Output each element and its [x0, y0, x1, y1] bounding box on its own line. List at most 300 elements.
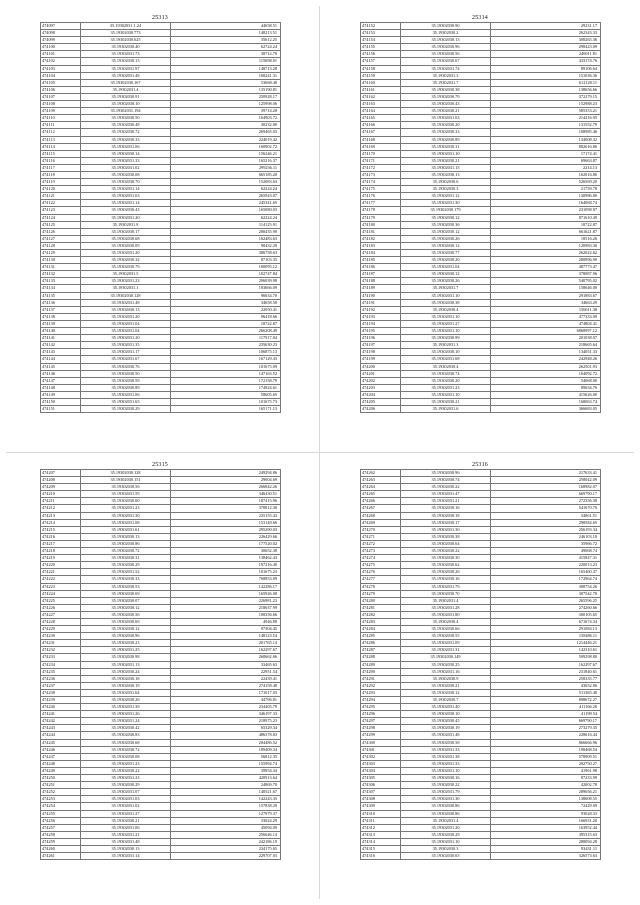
record-id-cell: 474240	[41, 704, 81, 711]
coordinate-cell: 35.19302031.20	[81, 214, 171, 221]
record-id-cell: 474226	[41, 604, 81, 611]
coordinate-cell: 35.19302030.07	[81, 597, 171, 604]
record-id-cell: 474197	[361, 342, 401, 349]
coordinate-cell: 35.19302030.86	[81, 540, 171, 547]
record-id-cell: 474147	[41, 377, 81, 384]
value-cell: 108356.66	[171, 611, 281, 618]
record-id-cell: 474149	[41, 391, 81, 398]
record-id-cell: 474305	[361, 775, 401, 782]
coordinate-cell: 35.19302031.08	[81, 519, 171, 526]
record-id-cell: 474124	[41, 214, 81, 221]
value-cell: 18722.87	[491, 221, 601, 228]
coordinate-cell: 35.19302031.64	[81, 689, 171, 696]
coordinate-cell: 35.19302030.30	[401, 555, 491, 562]
table-row	[41, 569, 281, 576]
record-id-cell: 474300	[361, 739, 401, 746]
record-id-cell: 474108	[41, 101, 81, 108]
coordinate-cell: 35.19302030.179	[401, 207, 491, 214]
value-cell: 300105.65	[491, 611, 601, 618]
table-row	[41, 356, 281, 363]
record-id-cell: 474211	[41, 498, 81, 505]
table-row	[361, 129, 601, 136]
record-id-cell: 474316	[361, 853, 401, 860]
table-row	[361, 356, 601, 363]
value-cell: 245341.65	[171, 200, 281, 207]
coordinate-cell: 35.19302031.48	[81, 299, 171, 306]
table-row	[41, 306, 281, 313]
table-row	[361, 306, 601, 313]
value-cell: 174924.61	[171, 384, 281, 391]
value-cell: 162016.86	[491, 171, 601, 178]
record-id-cell: 474131	[41, 264, 81, 271]
value-cell: 296039.98	[171, 278, 281, 285]
value-cell: 38712.78	[171, 51, 281, 58]
coordinate-cell: 35.19302031.10	[401, 292, 491, 299]
record-id-cell: 474314	[361, 838, 401, 845]
record-id-cell: 474231	[41, 640, 81, 647]
record-id-cell: 474166	[361, 122, 401, 129]
coordinate-cell: 35.19302030.66	[401, 626, 491, 633]
record-id-cell: 474126	[41, 228, 81, 235]
value-cell: 160902.72	[171, 143, 281, 150]
record-id-cell: 474271	[361, 533, 401, 540]
table-row	[41, 732, 281, 739]
value-cell: 87103.35	[171, 257, 281, 264]
table-row	[361, 661, 601, 668]
coordinate-cell: 35.19302030.9	[401, 675, 491, 682]
table-row	[361, 342, 601, 349]
value-cell: 291084.13	[491, 626, 601, 633]
coordinate-cell: 35.19302030.50	[81, 115, 171, 122]
table-row	[361, 711, 601, 718]
record-id-cell: 474274	[361, 555, 401, 562]
table-row	[361, 526, 601, 533]
table-row	[41, 342, 281, 349]
value-cell: 165926.08	[171, 590, 281, 597]
table-row	[361, 831, 601, 838]
table-row	[41, 179, 281, 186]
table-row	[361, 328, 601, 335]
coordinate-cell: 35.19302030.56	[401, 51, 491, 58]
record-id-cell: 474296	[361, 711, 401, 718]
coordinate-cell: 35.19302031.194	[81, 108, 171, 115]
coordinate-cell: 35.19302031.63	[401, 115, 491, 122]
coordinate-cell: 35.19302031.38	[401, 753, 491, 760]
table-row	[41, 72, 281, 79]
record-id-cell: 474220	[41, 562, 81, 569]
value-cell: 43652.86	[491, 682, 601, 689]
record-id-cell: 474120	[41, 186, 81, 193]
table-row	[41, 491, 281, 498]
coordinate-cell: 35.19302030.24	[81, 668, 171, 675]
coordinate-cell: 35.19302030.70	[401, 590, 491, 597]
table-row	[361, 555, 601, 562]
value-cell: 346430.51	[171, 491, 281, 498]
record-id-cell: 474269	[361, 519, 401, 526]
coordinate-cell: 35.19302031.48	[401, 732, 491, 739]
value-cell: 266842.26	[171, 484, 281, 491]
value-cell: 197216.40	[171, 562, 281, 569]
table-row	[361, 796, 601, 803]
table-row	[361, 363, 601, 370]
coordinate-cell: 35.19302031.33	[401, 746, 491, 753]
coordinate-cell: 35.19302030.19	[401, 725, 491, 732]
coordinate-cell: 35.19302030.72	[81, 746, 171, 753]
data-table	[360, 469, 601, 860]
coordinate-cell: 35.19302031.06	[81, 143, 171, 150]
table-row	[41, 328, 281, 335]
value-cell: 100095.12	[171, 264, 281, 271]
table-row	[361, 72, 601, 79]
table-row	[361, 398, 601, 405]
value-cell: 101675.23	[171, 569, 281, 576]
coordinate-cell: 35.19302030.74	[401, 477, 491, 484]
value-cell: 370812.30	[171, 505, 281, 512]
coordinate-cell: 35.19302030.60	[81, 498, 171, 505]
table-row	[41, 221, 281, 228]
value-cell: 163952.44	[491, 824, 601, 831]
coordinate-cell: 35.19302030.38	[401, 86, 491, 93]
value-cell: 289656.21	[491, 789, 601, 796]
record-id-cell: 474266	[361, 498, 401, 505]
table-row	[41, 101, 281, 108]
value-cell: 58605.65	[171, 391, 281, 398]
table-row	[41, 604, 281, 611]
table-row	[41, 30, 281, 37]
value-cell: 378087.96	[491, 271, 601, 278]
table-title: 25316	[472, 462, 488, 468]
record-id-cell: 474115	[41, 150, 81, 157]
table-row	[361, 44, 601, 51]
value-cell: 201038.07	[491, 335, 601, 342]
record-id-cell: 474308	[361, 796, 401, 803]
record-id-cell: 474184	[361, 250, 401, 257]
value-cell: 162483.63	[171, 235, 281, 242]
table-row	[361, 689, 601, 696]
value-cell: 6868997.12	[491, 328, 601, 335]
record-id-cell: 474099	[41, 37, 81, 44]
record-id-cell: 474155	[361, 44, 401, 51]
table-row	[361, 725, 601, 732]
record-id-cell: 474292	[361, 682, 401, 689]
record-id-cell: 474180	[361, 221, 401, 228]
table-row	[361, 647, 601, 654]
value-cell: 134008.32	[491, 136, 601, 143]
value-cell: 415847.31	[491, 555, 601, 562]
table-row	[41, 668, 281, 675]
value-cell: 214216.95	[491, 115, 601, 122]
record-id-cell: 474170	[361, 150, 401, 157]
coordinate-cell: 35.19302031.74	[401, 65, 491, 72]
coordinate-cell: 35.19302031.21	[81, 831, 171, 838]
value-cell: 486378.83	[171, 732, 281, 739]
value-cell: 308265.36	[491, 37, 601, 44]
table-row	[361, 108, 601, 115]
table-row	[41, 831, 281, 838]
coordinate-cell: 35.19302030.13	[401, 171, 491, 178]
table-row	[41, 611, 281, 618]
data-table	[360, 22, 601, 413]
record-id-cell: 474290	[361, 668, 401, 675]
table-title: 25314	[472, 15, 488, 21]
value-cell: 34861.51	[491, 512, 601, 519]
value-cell: 234405.79	[171, 704, 281, 711]
table-row	[41, 526, 281, 533]
value-cell: 540795.02	[491, 278, 601, 285]
record-id-cell: 474236	[41, 675, 81, 682]
value-cell: 274260.66	[491, 604, 601, 611]
record-id-cell: 474117	[41, 164, 81, 171]
record-id-cell: 474168	[361, 136, 401, 143]
coordinate-cell: 35.19302030.32	[81, 257, 171, 264]
table-row	[41, 767, 281, 774]
value-cell: 171017.03	[171, 689, 281, 696]
table-panel-bottom-right	[360, 461, 600, 860]
record-id-cell: 474102	[41, 58, 81, 65]
table-row	[41, 782, 281, 789]
value-cell: 39714.28	[171, 108, 281, 115]
value-cell: 115698.01	[171, 58, 281, 65]
coordinate-cell: 35.19302030.13	[81, 533, 171, 540]
coordinate-cell: 35.19302030.22	[81, 767, 171, 774]
coordinate-cell: 35.19302031.33	[401, 760, 491, 767]
value-cell: 106875.13	[171, 349, 281, 356]
value-cell: 157838.29	[171, 803, 281, 810]
value-cell: 65329.34	[171, 725, 281, 732]
table-row	[41, 398, 281, 405]
record-id-cell: 474128	[41, 242, 81, 249]
record-id-cell: 474229	[41, 626, 81, 633]
coordinate-cell: 35.19302030.12	[401, 271, 491, 278]
coordinate-cell: 35.19302030.625	[81, 37, 171, 44]
coordinate-cell: 35.19302030.58	[401, 739, 491, 746]
value-cell: 33024.29	[171, 817, 281, 824]
record-id-cell: 474309	[361, 803, 401, 810]
value-cell: 768853.09	[171, 576, 281, 583]
coordinate-cell: 35.19302030.43	[401, 101, 491, 108]
coordinate-cell: 35.19302030.50	[81, 370, 171, 377]
record-id-cell: 474261	[41, 853, 81, 860]
value-cell: 280896.90	[491, 257, 601, 264]
value-cell: 162297.67	[491, 661, 601, 668]
record-id-cell: 474179	[361, 214, 401, 221]
table-row	[361, 853, 601, 860]
coordinate-cell: 35.19302030.96	[401, 470, 491, 477]
table-row	[41, 370, 281, 377]
record-id-cell: 474204	[361, 391, 401, 398]
value-cell: 45094.09	[171, 824, 281, 831]
table-row	[361, 271, 601, 278]
record-id-cell: 474132	[41, 271, 81, 278]
value-cell: 585353.21	[491, 108, 601, 115]
value-cell: 298423.09	[491, 44, 601, 51]
value-cell: 511365.48	[491, 689, 601, 696]
coordinate-cell: 35.19302030.48	[81, 122, 171, 129]
value-cell: 291883.67	[491, 292, 601, 299]
value-cell: 101675.09	[171, 363, 281, 370]
value-cell: 526569.20	[491, 179, 601, 186]
value-cell: 33465.63	[171, 661, 281, 668]
table-row	[41, 519, 281, 526]
coordinate-cell: 35.19302031.03	[81, 796, 171, 803]
record-id-cell: 474107	[41, 93, 81, 100]
table-row	[41, 79, 281, 86]
coordinate-cell: 35.19302030.29	[401, 831, 491, 838]
value-cell: 152083.63	[171, 179, 281, 186]
value-cell: 155994.74	[171, 760, 281, 767]
coordinate-cell: 35.19302031.30	[401, 200, 491, 207]
table-row	[41, 242, 281, 249]
value-cell: 156246.21	[171, 150, 281, 157]
record-id-cell: 474234	[41, 661, 81, 668]
table-row	[41, 618, 281, 625]
value-cell: 288094.28	[491, 838, 601, 845]
value-cell: 87233.99	[491, 775, 601, 782]
value-cell: 96634.70	[171, 292, 281, 299]
table-row	[361, 207, 601, 214]
record-id-cell: 474307	[361, 789, 401, 796]
coordinate-cell: 35.19302031.4	[401, 817, 491, 824]
record-id-cell: 474294	[361, 697, 401, 704]
record-id-cell: 474279	[361, 590, 401, 597]
value-cell: 165216.37	[171, 157, 281, 164]
record-id-cell: 474293	[361, 689, 401, 696]
record-id-cell: 474201	[361, 370, 401, 377]
coordinate-cell: 35.19302030.16	[401, 505, 491, 512]
value-cell: 198468.54	[491, 746, 601, 753]
coordinate-cell: 35.19302031.28	[401, 604, 491, 611]
coordinate-cell: 35.19302030.67	[401, 58, 491, 65]
record-id-cell: 474150	[41, 398, 81, 405]
record-id-cell: 474142	[41, 342, 81, 349]
value-cell: 138608.55	[491, 796, 601, 803]
coordinate-cell: 35.19302031.10	[401, 391, 491, 398]
value-cell: 299236.11	[171, 164, 281, 171]
table-row	[41, 824, 281, 831]
table-row	[361, 718, 601, 725]
table-row	[361, 384, 601, 391]
value-cell: 34658.58	[171, 299, 281, 306]
coordinate-cell: 35.19302030.16	[401, 775, 491, 782]
value-cell: 93028.33	[491, 810, 601, 817]
record-id-cell: 474235	[41, 668, 81, 675]
record-id-cell: 474212	[41, 505, 81, 512]
record-id-cell: 474311	[361, 817, 401, 824]
value-cell: 39954.34	[171, 767, 281, 774]
record-id-cell: 474219	[41, 555, 81, 562]
coordinate-cell: 35.19302030.18	[401, 512, 491, 519]
record-id-cell: 474114	[41, 143, 81, 150]
value-cell: 228616.44	[491, 732, 601, 739]
coordinate-cell: 35.19302030.79	[81, 264, 171, 271]
coordinate-cell: 35.19302030.21	[81, 817, 171, 824]
table-row	[41, 391, 281, 398]
record-id-cell: 474264	[361, 484, 401, 491]
record-id-cell: 474288	[361, 654, 401, 661]
table-row	[361, 704, 601, 711]
coordinate-cell: 35.19302031.4	[81, 86, 171, 93]
value-cell: 158486.11	[491, 633, 601, 640]
coordinate-cell: 35.19302031.23	[401, 384, 491, 391]
record-id-cell: 474207	[41, 470, 81, 477]
table-row	[41, 115, 281, 122]
value-cell: 151036.36	[491, 72, 601, 79]
record-id-cell: 474203	[361, 384, 401, 391]
table-row	[41, 661, 281, 668]
record-id-cell: 474243	[41, 725, 81, 732]
record-id-cell: 474185	[361, 257, 401, 264]
table-row	[361, 548, 601, 555]
record-id-cell: 474276	[361, 569, 401, 576]
record-id-cell: 474270	[361, 526, 401, 533]
coordinate-cell: 35.19302030.23	[81, 640, 171, 647]
coordinate-cell: 35.19302030.74	[401, 370, 491, 377]
coordinate-cell: 35.19302031.04	[81, 328, 171, 335]
value-cell: 22050.41	[171, 306, 281, 313]
coordinate-cell: 35.19302031.13	[81, 661, 171, 668]
coordinate-cell: 35.19302031.07	[81, 789, 171, 796]
table-row	[361, 484, 601, 491]
table-row	[41, 235, 281, 242]
value-cell: 292750.27	[491, 760, 601, 767]
record-id-cell: 474181	[361, 228, 401, 235]
value-cell: 69663.87	[491, 157, 601, 164]
value-cell: 148213.51	[171, 30, 281, 37]
value-cell: 125998.06	[171, 101, 281, 108]
record-id-cell: 474250	[41, 775, 81, 782]
coordinate-cell: 35.19302031.33	[81, 157, 171, 164]
table-row	[361, 668, 601, 675]
table-row	[361, 136, 601, 143]
table-row	[41, 583, 281, 590]
record-id-cell: 474310	[361, 810, 401, 817]
value-cell: 272356.38	[491, 498, 601, 505]
table-row	[41, 562, 281, 569]
table-row	[361, 65, 601, 72]
value-cell: 669790.17	[491, 491, 601, 498]
record-id-cell: 474118	[41, 171, 81, 178]
table-row	[41, 58, 281, 65]
table-row	[361, 767, 601, 774]
table-row	[41, 533, 281, 540]
table-row	[361, 186, 601, 193]
table-row	[41, 739, 281, 746]
coordinate-cell: 35.19302030.14	[81, 150, 171, 157]
record-id-cell: 474252	[41, 789, 81, 796]
record-id-cell: 474161	[361, 86, 401, 93]
value-cell: 53668.48	[171, 79, 281, 86]
coordinate-cell: 35.19302031.8	[81, 221, 171, 228]
table-row	[361, 299, 601, 306]
record-id-cell: 474315	[361, 845, 401, 852]
table-row	[41, 498, 281, 505]
coordinate-cell: 35.19302031.10	[401, 328, 491, 335]
table-row	[361, 682, 601, 689]
table-row	[361, 101, 601, 108]
record-id-cell: 474152	[361, 23, 401, 30]
value-cell: 165171.13	[171, 406, 281, 413]
coordinate-cell: 35.19302030.09	[81, 242, 171, 249]
value-cell: 62724.24	[171, 44, 281, 51]
value-cell: 135190.81	[171, 86, 281, 93]
coordinate-cell: 35.19302031.24	[81, 718, 171, 725]
table-row	[361, 739, 601, 746]
table-row	[361, 789, 601, 796]
record-id-cell: 474267	[361, 505, 401, 512]
table-row	[41, 810, 281, 817]
record-id-cell: 474116	[41, 157, 81, 164]
coordinate-cell: 35.19302030.53	[81, 583, 171, 590]
